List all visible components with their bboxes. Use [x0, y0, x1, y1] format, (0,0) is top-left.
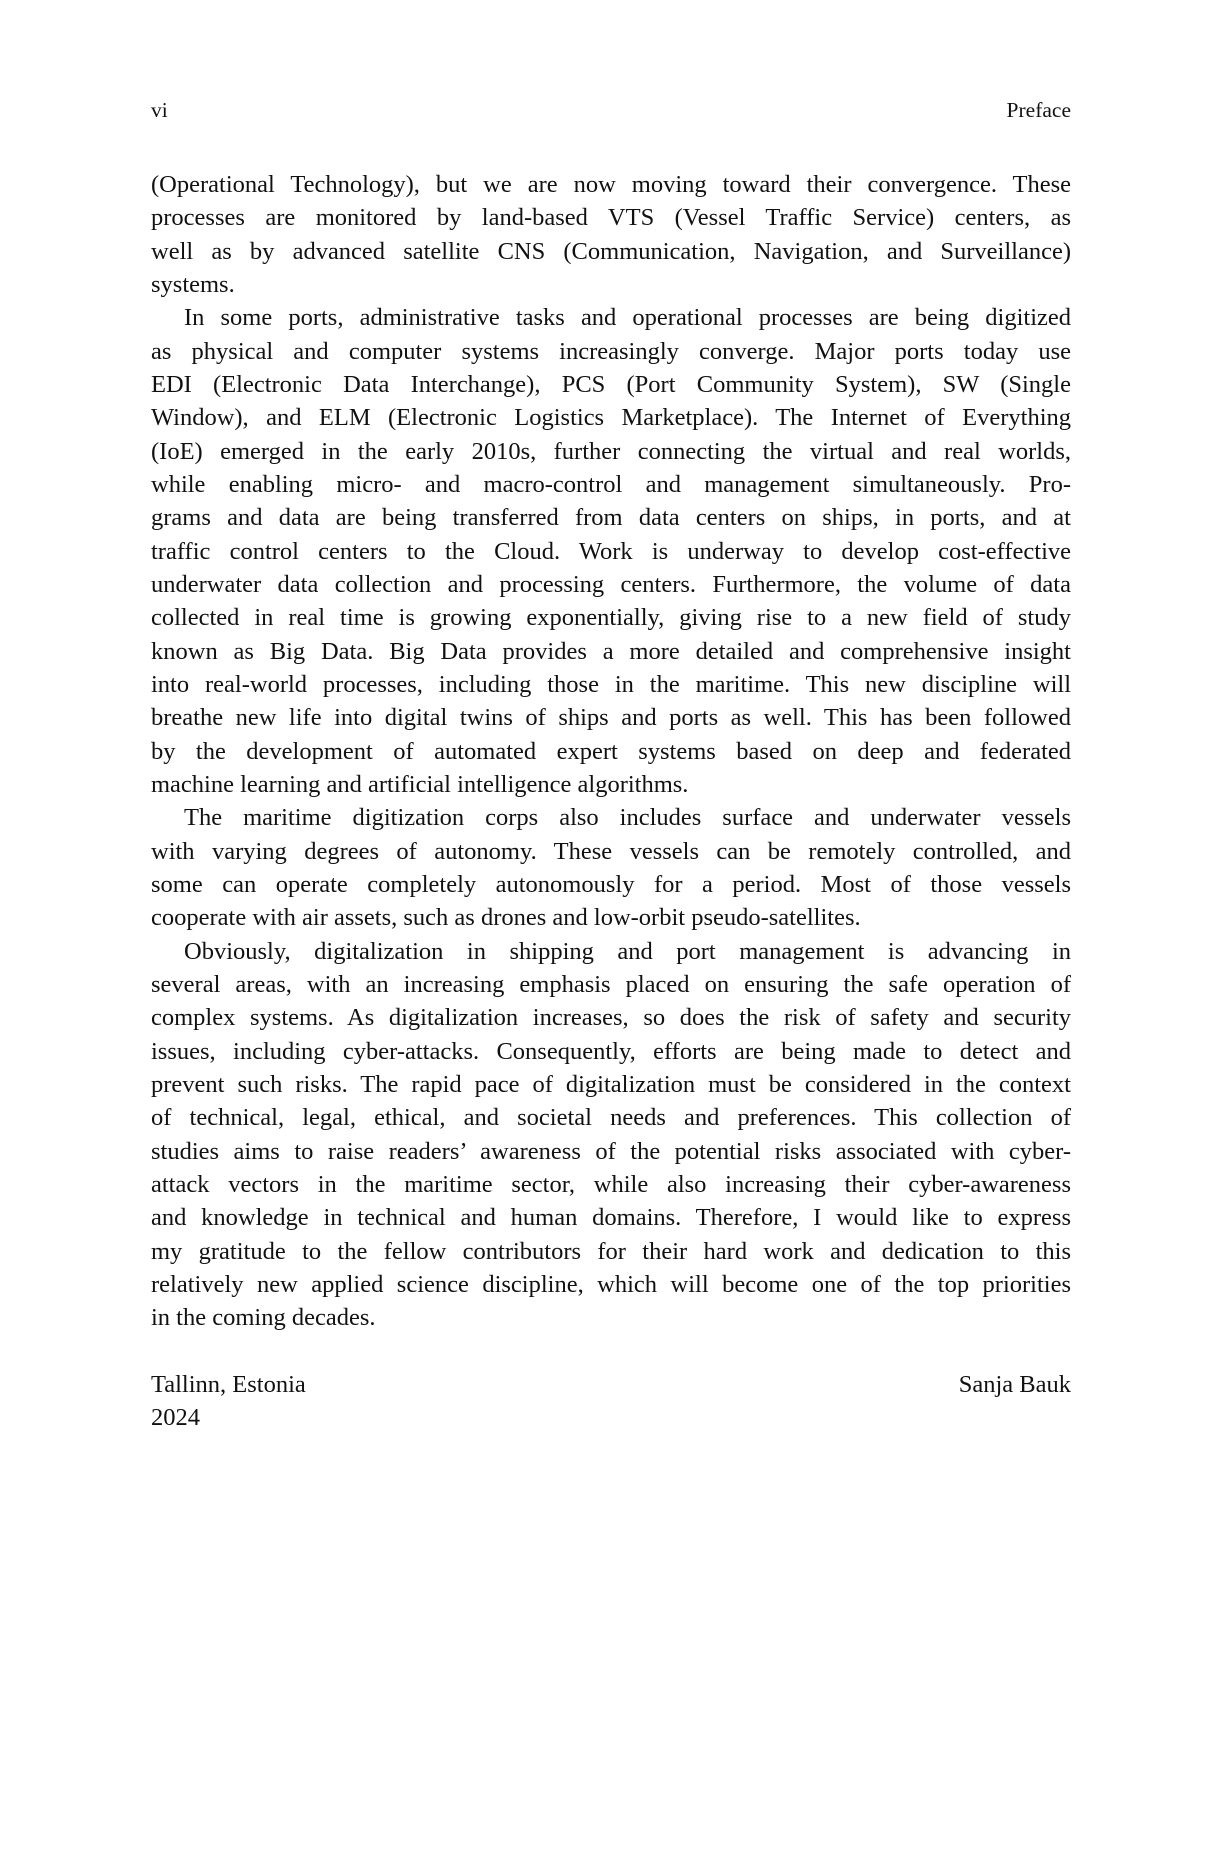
text-line: while enabling micro- and macro-control and management simultaneously. Pro- [151, 470, 1071, 498]
text-line: with varying degrees of autonomy. These vessels can be remotely controlled, and [151, 837, 1071, 865]
text-line: and knowledge in technical and human domains. Therefore, I would like to express [151, 1204, 1071, 1232]
text-line: by the development of automated expert systems based on deep and federated [151, 737, 1071, 765]
paragraph [151, 301, 1071, 801]
text-line: as physical and computer systems increasingly converge. Major ports today use [151, 337, 1071, 365]
signature-author: Sanja Bauk [958, 1371, 1071, 1398]
text-line: my gratitude to the fellow contributors for their hard work and dedication to this [151, 1237, 1071, 1265]
text-line: several areas, with an increasing emphasis placed on ensuring the safe operation of [151, 970, 1071, 998]
section-title: Preface [1006, 98, 1071, 122]
text-line: Obviously, digitalization in shipping and port management is advancing in [184, 937, 1071, 965]
text-line: some can operate completely autonomously for a period. Most of those vessels [151, 870, 1071, 898]
text-line: collected in real time is growing exponentially, giving rise to a new field of study [151, 604, 1071, 632]
text-line: The maritime digitization corps also includes surface and underwater vessels [184, 804, 1071, 832]
signature-block [151, 1368, 1071, 1435]
running-head [151, 96, 1071, 124]
text-line: well as by advanced satellite CNS (Communication, Navigation, and Surveillance) [151, 237, 1071, 265]
preface-body [151, 168, 1071, 1334]
text-line: studies aims to raise readers’ awareness of the potential risks associated with cyber- [151, 1137, 1071, 1165]
text-line: of technical, legal, ethical, and societal needs and preferences. This collection of [151, 1104, 1071, 1132]
text-line: prevent such risks. The rapid pace of digitalization must be considered in the context [151, 1070, 1071, 1098]
paragraph [151, 168, 1071, 301]
text-line: known as Big Data. Big Data provides a more detailed and comprehensive insight [151, 637, 1071, 665]
text-line: traffic control centers to the Cloud. Work is underway to develop cost-effective [151, 537, 1071, 565]
text-line: underwater data collection and processing centers. Furthermore, the volume of data [151, 570, 1071, 598]
paragraph [151, 801, 1071, 934]
text-line: systems. [151, 270, 235, 298]
text-line: EDI (Electronic Data Interchange), PCS (Port Community System), SW (Single [151, 370, 1071, 398]
text-line: machine learning and artificial intelligence algorithms. [151, 770, 689, 798]
text-line: relatively new applied science discipline, which will become one of the top priorities [151, 1270, 1071, 1298]
text-line: (IoE) emerged in the early 2010s, further connecting the virtual and real worlds, [151, 437, 1071, 465]
signature-year: 2024 [151, 1404, 200, 1432]
text-line: attack vectors in the maritime sector, while also increasing their cyber-awareness [151, 1170, 1071, 1198]
text-line: complex systems. As digitalization increases, so does the risk of safety and security [151, 1004, 1071, 1032]
text-line: grams and data are being transferred from data centers on ships, in ports, and at [151, 504, 1071, 532]
text-line: in the coming decades. [151, 1304, 376, 1332]
text-line: (Operational Technology), but we are now moving toward their convergence. These [151, 171, 1071, 198]
text-line: In some ports, administrative tasks and operational processes are being digitized [184, 304, 1071, 332]
paragraph [151, 935, 1071, 1335]
text-line: cooperate with air assets, such as drones and low-orbit pseudo-satellites. [151, 904, 861, 932]
page-number: vi [151, 98, 168, 122]
text-line: issues, including cyber-attacks. Consequently, efforts are being made to detect and [151, 1037, 1071, 1065]
text-line: breathe new life into digital twins of ships and ports as well. This has been followed [151, 704, 1071, 732]
signature-place: Tallinn, Estonia [151, 1371, 306, 1398]
text-line: processes are monitored by land-based VTS (Vessel Traffic Service) centers, as [151, 204, 1071, 232]
text-line: into real-world processes, including those in the maritime. This new discipline will [151, 670, 1071, 698]
text-line: Window), and ELM (Electronic Logistics Marketplace). The Internet of Everything [151, 404, 1071, 432]
